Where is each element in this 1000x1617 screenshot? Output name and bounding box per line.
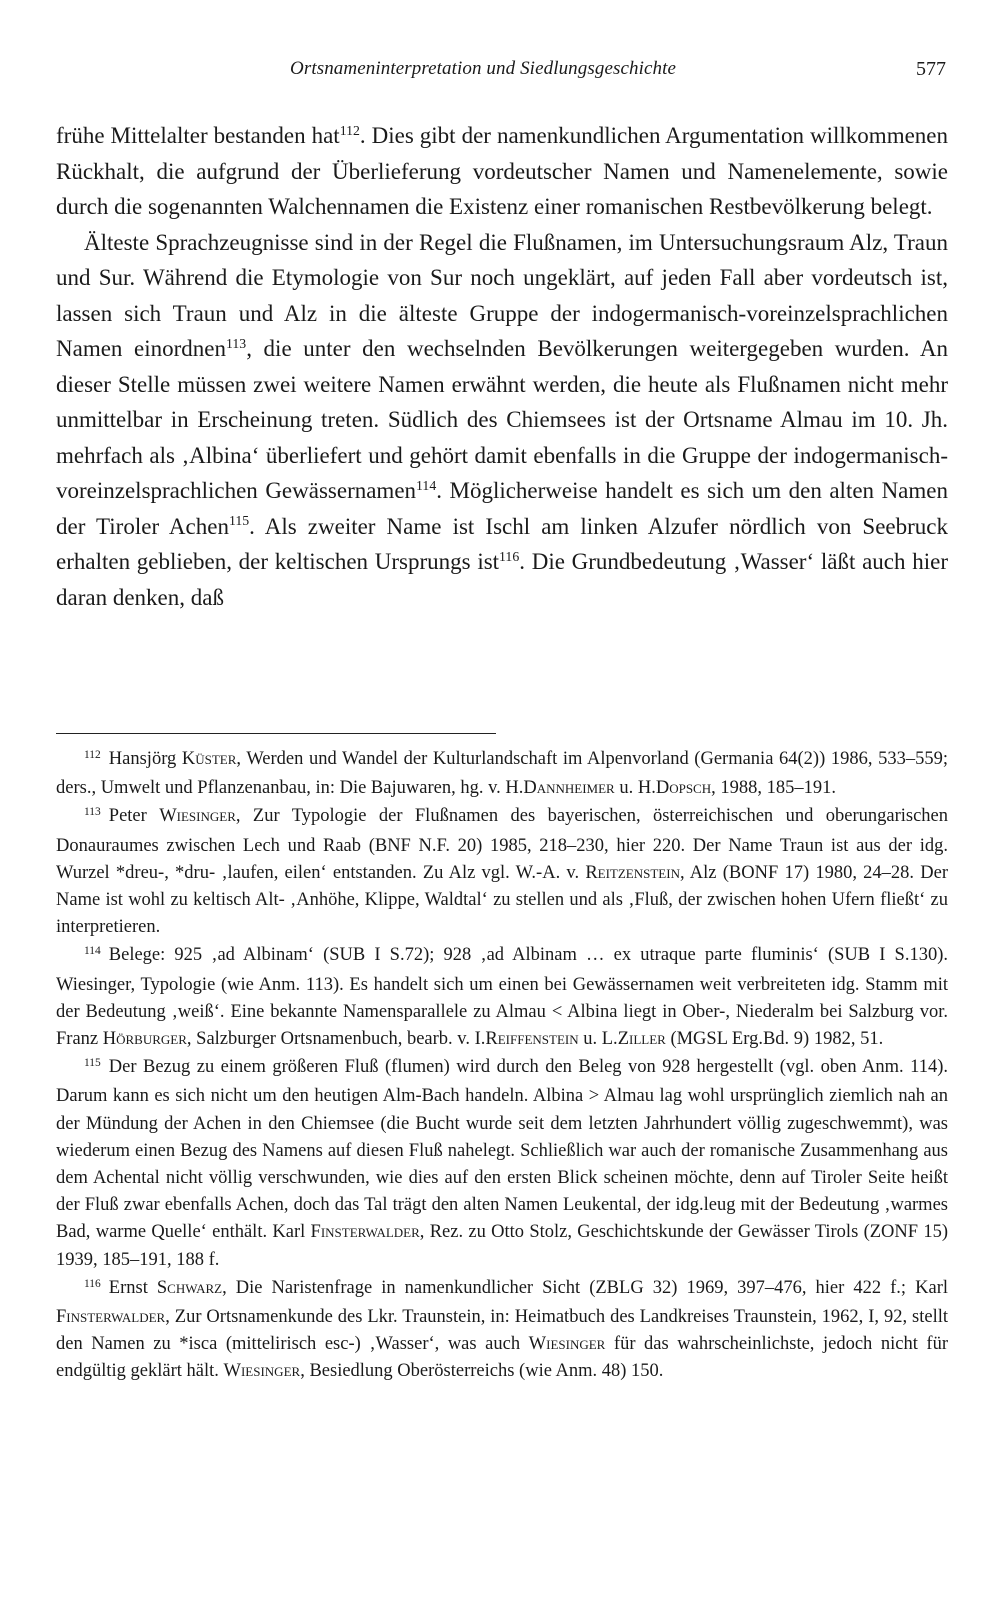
footnote-ref-115[interactable]: 115 — [228, 513, 250, 529]
footnote-number: 114 — [84, 945, 101, 958]
footnote-115: $^{115}$ Der Bezug zu einem größeren Fluß (flumen) wird durch den Beleg von 928 hergestellt (vgl. oben Anm. 114). Darum kann es sich nicht um den heutigen Alm-Bach handeln. Albina > Almau lag wohl ursprünglich ziemlich nah an der Mündung der Achen in den Chiemsee (die Bucht wurde seit dem letzten Jahrhundert völlig zugeschwemmt), was wiederum einen Bezug des Namens auf diesen Fluß nahelegt. Schließlich war auch der romanische Zusammenhang aus dem Achental nicht völlig verschwunden, wie dies auf den ersten Blick scheinen möchte, denn auf Tiroler Seite heißt der Fluß zwar ebenfalls Achen, doch das Tal trägt den alten Namen Leukental, der idg.leug mit der Bedeutung ‚warmes Bad, warme Quelle‘ enthält. Karl Finsterwalder, Rez. zu Otto Stolz, Geschichtskunde der Gewässer Tirols (ZONF 15) 1939, 185–191, 188 f. — [56, 1056, 948, 1270]
paragraph-2: Älteste Sprachzeugnisse sind in der Regel die Flußnamen, im Untersuchungsraum Alz, Traun und Sur. Während die Etymologie von Sur noch ungeklärt, auf jeden Fall aber vordeutsch ist, lassen sich Traun und Alz in die älteste Gruppe der indogermanisch-voreinzelsprachlichen Namen einordnen$^{113}$, die unter den wechselnden Bevölkerungen weitergegeben wurden. An dieser Stelle müssen zwei weitere Namen erwähnt werden, die heute als Flußnamen nicht mehr unmittelbar in Erscheinung treten. Südlich des Chiemsees ist der Ortsname Almau im 10. Jh. mehrfach als ‚Albina‘ überliefert und gehört damit ebenfalls in die Gruppe der indogermanisch-voreinzelsprachlichen Gewässernamen$^{114}$. Möglicherweise handelt es sich um den alten Namen der Tiroler Achen$^{115}$. Als zweiter Name ist Ischl am linken Alzufer nördlich von Seebruck erhalten geblieben, der keltischen Ursprungs ist$^{116}$. Die Grundbedeutung ‚Wasser‘ läßt auch hier daran denken, daß — [56, 229, 948, 610]
footnote-divider — [56, 733, 496, 734]
main-text — [56, 118, 948, 615]
footnotes — [56, 746, 948, 1387]
footnote-116: $^{116}$ Ernst Schwarz, Die Naristenfrage in namenkundlicher Sicht (ZBLG 32) 1969, 397–476, hier 422 f.; Karl Finsterwalder, Zur Ortsnamenkunde des Lkr. Traunstein, in: Heimatbuch des Landkreises Traunstein, 1962, I, 92, stellt den Namen zu *isca (mittelirisch esc-) ‚Wasser‘, was auch Wiesinger für das wahrscheinlichste, jedoch nicht für endgültig geklärt hält. Wiesinger, Besiedlung Oberösterreichs (wie Anm. 48) 150. — [56, 1277, 948, 1382]
footnote-ref-113[interactable]: 113 — [226, 335, 247, 351]
footnote-ref-112[interactable]: 112 — [339, 122, 360, 138]
footnote-ref-116[interactable]: 116 — [499, 548, 520, 564]
footnote-ref-114[interactable]: 114 — [416, 477, 437, 493]
footnote-114: $^{114}$ Belege: 925 ‚ad Albinam‘ (SUB I S.72); 928 ‚ad Albinam … ex utraque parte fluminis‘ (SUB I S.130). Wiesinger, Typologie (wie Anm. 113). Es handelt sich um einen bei Gewässernamen weit verbreiteten idg. Stamm mit der Bedeutung ‚weiß‘. Eine bekannte Namensparallele zu Almau < Albina liegt in Ober-, Niederalm bei Salzburg vor. Franz Hörburger, Salzburger Ortsnamenbuch, bearb. v. I.Reiffenstein u. L.Ziller (MGSL Erg.Bd. 9) 1982, 51. — [56, 945, 948, 1050]
page-header — [56, 58, 948, 88]
footnote-number: 116 — [84, 1277, 101, 1290]
running-title: Ortsnameninterpretation und Siedlungsgeschichte — [290, 58, 677, 79]
footnote-112: $^{112}$ Hansjörg Küster, Werden und Wandel der Kulturlandschaft im Alpenvorland (Germania 64(2)) 1986, 533–559; ders., Umwelt und Pflanzenanbau, in: Die Bajuwaren, hg. v. H.Dannheimer u. H.Dopsch, 1988, 185–191. — [56, 748, 948, 799]
footnote-number: 113 — [84, 806, 101, 819]
footnote-number: 115 — [84, 1056, 101, 1069]
page-number: 577 — [916, 58, 946, 80]
footnote-113: $^{113}$ Peter Wiesinger, Zur Typologie der Flußnamen des bayerischen, österreichischen und oberungarischen Donauraumes zwischen Lech und Raab (BNF N.F. 20) 1985, 218–230, hier 220. Der Name Traun ist aus der idg. Wurzel *dreu-, *dru- ‚laufen, eilen‘ entstanden. Zu Alz vgl. W.-A. v. Reitzenstein, Alz (BONF 17) 1980, 24–28. Der Name ist wohl zu keltisch Alt- ‚Anhöhe, Klippe, Waldtal‘ zu stellen und als ‚Fluß, der zwischen hohen Ufern fließt‘ zu interpretieren. — [56, 806, 948, 938]
paragraph-1: frühe Mittelalter bestanden hat$^{112}$. Dies gibt der namenkundlichen Argumentation willkommenen Rückhalt, die aufgrund der Überlieferung vordeutscher Namen und Namenelemente, sowie durch die sogenannten Walchennamen die Existenz einer romanischen Restbevölkerung belegt. — [56, 122, 948, 219]
footnote-number: 112 — [84, 748, 101, 761]
